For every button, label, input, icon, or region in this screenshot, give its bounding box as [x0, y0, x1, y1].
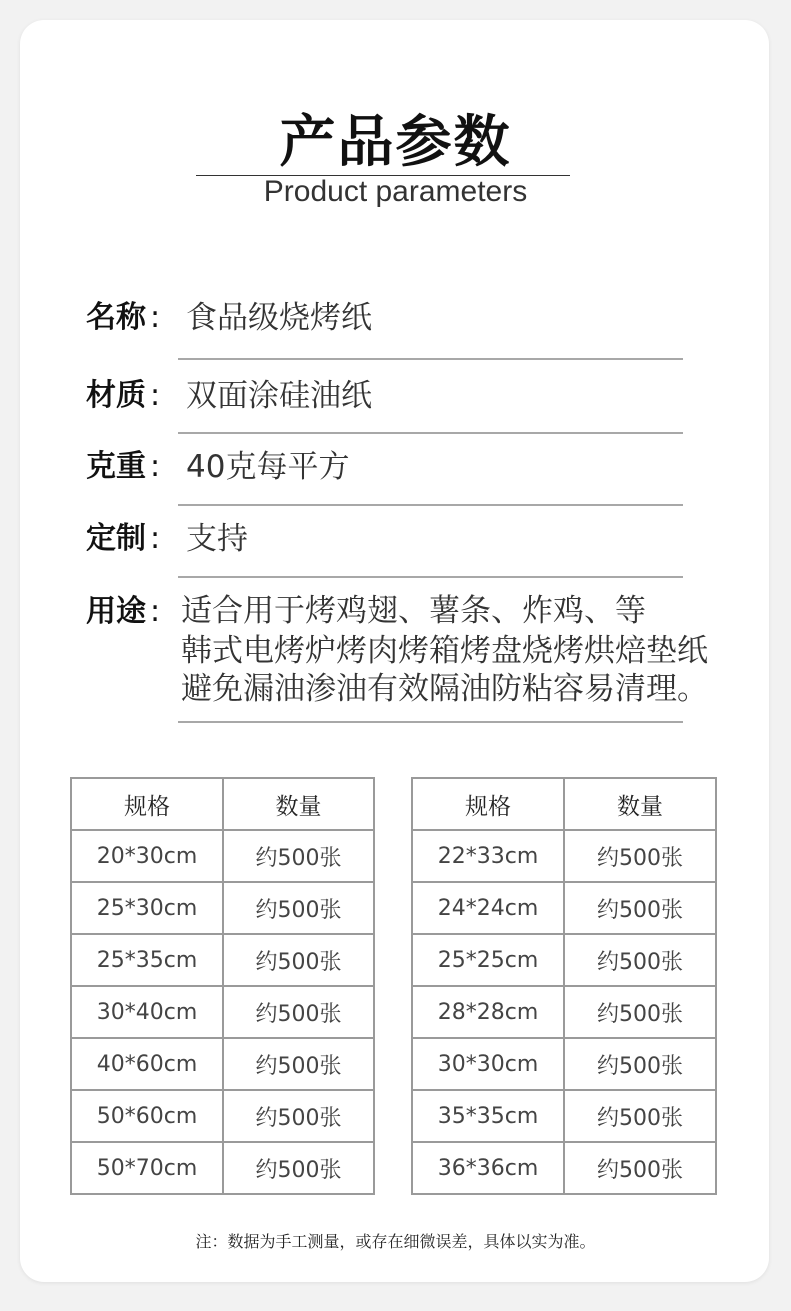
quantity-cell: 约500张: [223, 830, 374, 882]
param-value-name: 食品级烧烤纸: [186, 300, 372, 336]
param-label-material: 材质: [86, 378, 146, 413]
column-header-quantity: 数量: [564, 778, 716, 830]
table-row: [412, 1142, 716, 1194]
table-row: [71, 1038, 374, 1090]
quantity-cell: 约500张: [223, 1038, 374, 1090]
size-cell: 24*24cm: [412, 882, 564, 934]
size-cell: 25*35cm: [71, 934, 223, 986]
size-cell: 50*60cm: [71, 1090, 223, 1142]
table-row: [412, 986, 716, 1038]
table-row: [412, 934, 716, 986]
param-colon: :: [150, 449, 161, 484]
quantity-cell: 约500张: [223, 934, 374, 986]
size-cell: 22*33cm: [412, 830, 564, 882]
size-cell: 28*28cm: [412, 986, 564, 1038]
quantity-cell: 约500张: [564, 882, 716, 934]
quantity-cell: 约500张: [223, 1142, 374, 1194]
size-cell: 30*30cm: [412, 1038, 564, 1090]
table-row: [71, 882, 374, 934]
param-label-usage: 用途: [86, 594, 146, 629]
param-divider: [178, 432, 683, 434]
table-header-row: [412, 778, 716, 830]
spec-table-left: [70, 777, 375, 1195]
table-row: [71, 1142, 374, 1194]
column-header-size: 规格: [412, 778, 564, 830]
quantity-cell: 约500张: [564, 1038, 716, 1090]
size-cell: 25*30cm: [71, 882, 223, 934]
param-divider: [178, 358, 683, 360]
table-header-row: [71, 778, 374, 830]
size-cell: 35*35cm: [412, 1090, 564, 1142]
usage-line: 避免漏油渗油有效隔油防粘容易清理。: [181, 671, 708, 707]
param-colon: :: [150, 521, 161, 556]
param-divider: [178, 721, 683, 723]
table-row: [71, 934, 374, 986]
quantity-cell: 约500张: [223, 882, 374, 934]
page-subtitle: Product parameters: [263, 175, 528, 208]
usage-line: 韩式电烤炉烤肉烤箱烤盘烧烤烘焙垫纸: [181, 633, 708, 669]
param-colon: :: [150, 594, 161, 629]
param-divider: [178, 576, 683, 578]
quantity-cell: 约500张: [564, 1090, 716, 1142]
quantity-cell: 约500张: [564, 934, 716, 986]
spec-table-right: [411, 777, 717, 1195]
table-row: [71, 1090, 374, 1142]
param-colon: :: [150, 378, 161, 413]
table-row: [412, 1090, 716, 1142]
table-row: [412, 1038, 716, 1090]
param-divider: [178, 504, 683, 506]
param-value-custom: 支持: [186, 521, 248, 557]
quantity-cell: 约500张: [564, 986, 716, 1038]
param-label-name: 名称: [86, 300, 146, 335]
table-row: [412, 830, 716, 882]
quantity-cell: 约500张: [223, 986, 374, 1038]
quantity-cell: 约500张: [223, 1090, 374, 1142]
param-value-weight: 40克每平方: [186, 449, 350, 485]
page-title: 产品参数: [279, 110, 512, 175]
size-cell: 50*70cm: [71, 1142, 223, 1194]
size-cell: 25*25cm: [412, 934, 564, 986]
param-label-custom: 定制: [86, 521, 146, 556]
measurement-note: 注：数据为手工测量，或存在细微误差，具体以实为准。: [195, 1232, 596, 1251]
size-cell: 30*40cm: [71, 986, 223, 1038]
param-value-material: 双面涂硅油纸: [186, 378, 372, 414]
table-row: [412, 882, 716, 934]
size-cell: 40*60cm: [71, 1038, 223, 1090]
column-header-size: 规格: [71, 778, 223, 830]
quantity-cell: 约500张: [564, 830, 716, 882]
size-cell: 36*36cm: [412, 1142, 564, 1194]
size-cell: 20*30cm: [71, 830, 223, 882]
usage-line: 适合用于烤鸡翅、薯条、炸鸡、等: [181, 593, 646, 629]
param-label-weight: 克重: [86, 449, 146, 484]
table-row: [71, 986, 374, 1038]
quantity-cell: 约500张: [564, 1142, 716, 1194]
column-header-quantity: 数量: [223, 778, 374, 830]
table-row: [71, 830, 374, 882]
param-colon: :: [150, 300, 161, 335]
